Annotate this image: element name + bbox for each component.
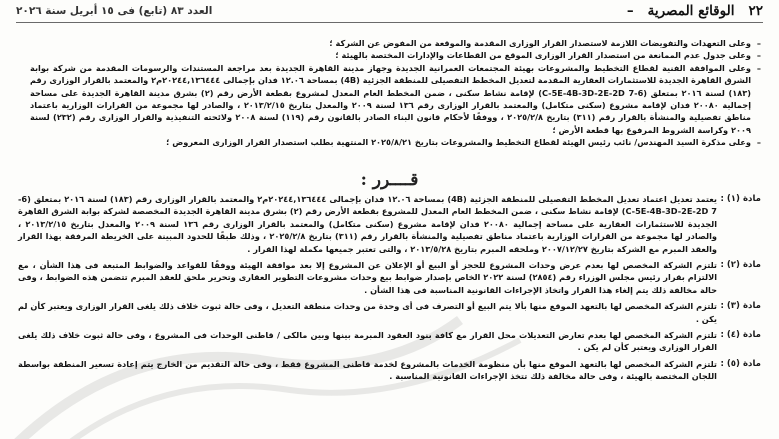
page-header <box>16 2 763 20</box>
issue-info: العدد ٨٣ (تابع) فى ١٥ أبريل سنة ٢٠٢٦ <box>16 5 213 17</box>
article-text: تلتزم الشركة المخصص لها بالتعهد الموقع منها بألا يتم البيع أو التصرف فى أى وحدة من وحدات منطقة التعديل ، وفى حالة ثبوت خلاف ذلك يلغى القرار الوزارى ويعتبر كأن لم يكن . <box>18 301 717 324</box>
article-5 <box>18 358 761 383</box>
preamble-item: – وعلى مذكرة السيد المهندس/ نائب رئيس الهيئة لقطاع التخطيط والمشروعات بتاريخ ٢٠٢٥/٨/٢١ المنتهية بطلب استصدار القرار الوزارى المعروض ؛ <box>30 136 761 148</box>
article-text: تلتزم الشركة المخصص لها بعدم تعارض التعديلات محل القرار مع كافة بنود العقود المبرمة بينها وبين مالكى / قاطنى الوحدات فى المشروع ، وفى حالة ثبوت خلاف ذلك يلغى القرار الوزارى ويعتبر كأن لم يكن . <box>18 330 717 353</box>
preamble-list <box>30 37 761 149</box>
preamble-item: – وعلى الموافقة الفنية لقطاع التخطيط والمشروعات بهيئة المجتمعات العمرانية الجديدة وجهاز مدينة القاهرة الجديدة بعد مراجعة المستندات والرسومات المقدمة من شركة بوابة الشرق القاهرة الجديدة للاستثمارات العقارية المقدمة لتعديل المخطط التفصيلى للمنطقة الجزئية (4B) بمساحة ١٢.٠٦ فدان بإجمالى ٢٠٢٤٤,١٣٦٤٤٤م٢ والمعتمد بالقرار الوزارى رقم (١٨٣) لسنة ٢٠١٦ بمتعلق (6-7 C-5E-4B-3D-2E-2D) لإقامة نشاط سكنى ، ضمن المخطط العام المعدل لمشروع بقطعة الأرض رقم (٢) بشرق مدينة القاهرة الجديدة على مساحة إجمالية ٢٠٠٨٠ فدان لإقامة مشروع (سكنى متكامل) والمعتمد بالقرار الوزارى رقم ١٣٦ لسنة ٢٠٠٩ والمعدل بتاريخ ٢٠١٣/٢/١٥ ، والصادر لها مجموعة من القرارات الوزارية باعتماد مناطق تفصيلية والمنشأة بالقرار رقم (٣١١) بتاريخ ٢٠٢٥/٢/٨ ، ووفقًا لأحكام قانون البناء الصادر بالقانون رقم (١١٩) لسنة ٢٠٠٨ ولائحته التنفيذية والقرار الوزارى رقم (٢٣٢) لسنة ٢٠٠٩ وكراسة الشروط المرفوع بها قطعة الأرض ؛ <box>30 62 761 136</box>
article-label: مادة (٤) : <box>720 330 761 341</box>
page-number: ٢٢ <box>748 3 763 19</box>
header-separator: – <box>626 3 634 19</box>
article-2 <box>18 259 761 296</box>
article-3 <box>18 300 761 325</box>
articles-list <box>18 193 761 387</box>
article-label: مادة (٣) : <box>720 301 761 312</box>
article-label: مادة (٢) : <box>720 260 761 271</box>
article-label: مادة (١) : <box>720 194 761 204</box>
article-text: تلتزم الشركة المخصص لها بالتعهد الموقع منها بأن منظومة الخدمات بالمشروع لخدمة قاطنى المشروع فقط ، وفى حالة التقديم من الخارج يتم إعادة تسعير المنطقة بواسطة اللجان المختصة بالهيئة ، وفى حالة مخالفة ذلك تتخذ الإجراءات القانونية المناسبة . <box>18 358 717 382</box>
preamble-item: – وعلى جدول عدم الممانعة من استصدار القرار الوزارى الموقع من القطاعات والإدارات المختصة بالهيئة ؛ <box>30 49 761 61</box>
header-title-group <box>627 3 763 19</box>
header-rule <box>16 22 763 23</box>
preamble-item: – وعلى التعهدات والتفويضات اللازمة لاستصدار القرار الوزارى المقدمة والموقعة من المفوض عن الشركة ؛ <box>30 37 761 49</box>
article-4 <box>18 329 761 354</box>
article-text: تلتزم الشركة المخصص لها بعدم عرض وحدات المشروع للحجز أو البيع أو الإعلان عن المشروع إلا بعد موافقة الهيئة ووفقًا للقواعد والضوابط المتبعة فى هذا الشأن ، مع الالتزام بقرار رئيس مجلس الوزراء رقم (٢٨٥٤) لسنة ٢٠٢٢ الخاص بإصدار ضوابط بيع وحدات مشروعات التطوير العقارى وتحرير ملحق للعقد المبرم تتضمن هذه الضوابط ، وفى حالة مخالفة ذلك يتم إلغاء هذا القرار واتخاذ الإجراءات القانونية المناسبة فى هذا الشأن . <box>18 260 717 295</box>
publication-name: الوقائع المصرية <box>647 3 735 19</box>
article-text: يعتمد تعديل اعتماد تعديل المخطط التفصيلى للمنطقة الجزئية (4B) بمساحة ١٢.٠٦ فدان بإجمالى ٢٠٢٤٤,١٣٦٤٤٤م٢ والمعتمد بالقرار الوزارى رقم (١٨٣) لسنة ٢٠١٦ بمتعلق (6-7 C-5E-4B-3D-2E-2D) لإقامة نشاط سكنى ، ضمن المخطط العام المعدل للمشروع بقطعة الأرض رقم (٢) بشرق مدينة القاهرة الجديدة المخصصة لشركة بوابة الشرق القاهرة الجديدة للاستثمارات العقارية على مساحة إجمالية ٢٠٠٨٠ فدان لإقامة مشروع (سكنى متكامل) والمعتمد بالقرار الوزارى رقم ١٣٦ لسنة ٢٠٠٩ والمعدل بتاريخ ٢٠١٣/٢/١٥ ، والصادر لها مجموعة من القرارات الوزارية باعتماد مناطق تفصيلية والمنشأة بالقرار رقم (٣١١) بتاريخ ٢٠٢٥/٢/٨ ، وذلك طبقًا للحدود المبينة على الخريطة المرفقة بهذا القرار والعقد المبرم مع الشركة بتاريخ ٢٠٠٧/١٢/٢٧ وملحقه المبرم بتاريخ ٢٠١٣/٥/٢٨ ، والتى تعتبر جميعها مكملة لهذا القرار . <box>18 194 718 254</box>
article-1 <box>18 193 761 255</box>
decree-title: قــــرر : <box>360 170 419 190</box>
article-label: مادة (٥) : <box>720 358 761 369</box>
